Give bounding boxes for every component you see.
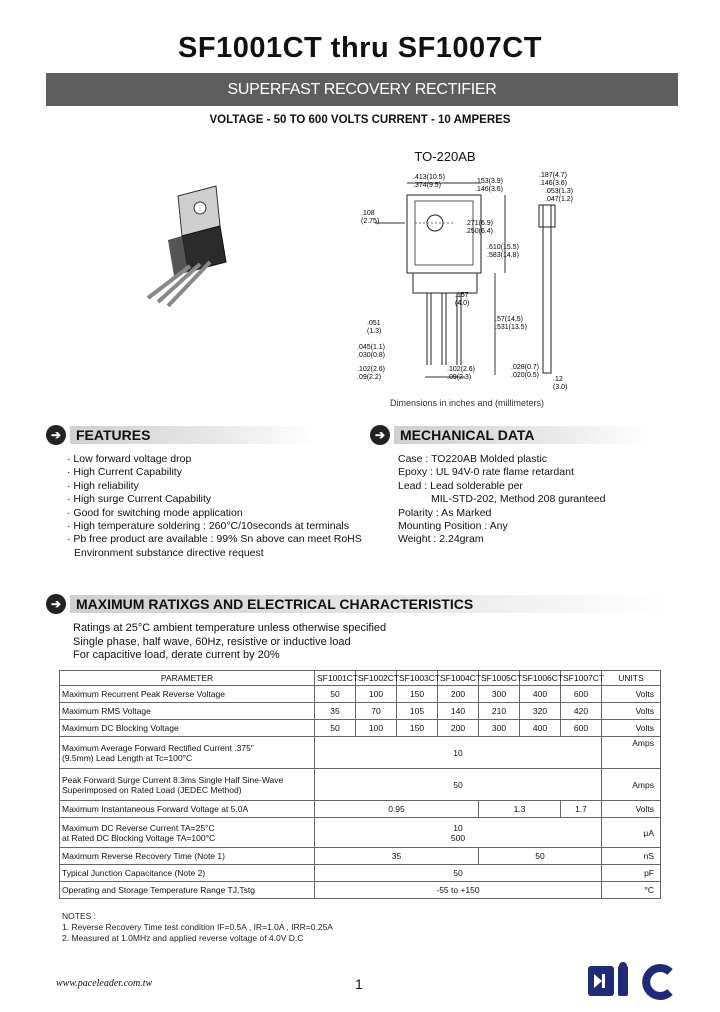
value-cell: 320 <box>520 703 561 720</box>
dim-label: .610(15.5) <box>487 244 519 251</box>
value-cell: 70 <box>356 703 397 720</box>
unit-cell: nS <box>602 848 661 865</box>
dimension-note: Dimensions in inches and (millimeters) <box>390 398 545 408</box>
table-row <box>60 848 661 865</box>
ratings-subtitle: VOLTAGE - 50 TO 600 VOLTS CURRENT - 10 AMPERES <box>209 114 511 126</box>
company-logo <box>586 962 674 1000</box>
electrical-characteristics-table <box>59 670 661 899</box>
value-cell: 50 <box>479 848 602 865</box>
dim-label: .146(3.6) <box>539 180 568 187</box>
dim-label: .271(6.9) <box>465 220 494 227</box>
param-cell: Typical Junction Capacitance (Note 2) <box>60 865 315 882</box>
header-cell: UNITS <box>602 671 661 686</box>
table-row <box>60 882 661 899</box>
unit-cell: Volts <box>602 801 661 818</box>
value-cell: 600 <box>561 720 602 737</box>
value-cell: 105 <box>397 703 438 720</box>
dim-label: .051 <box>367 320 381 327</box>
feature-item: · High reliability <box>67 479 139 492</box>
param-cell: Maximum RMS Voltage <box>60 703 315 720</box>
features-title: FEATURES <box>70 426 316 444</box>
value-cell: 300 <box>479 686 520 703</box>
unit-cell: Amps <box>602 769 661 801</box>
arrow-right-icon: ➔ <box>46 594 66 614</box>
dim-label: .102(2.6) <box>357 366 386 373</box>
table-row <box>60 703 661 720</box>
param-cell: Maximum Reverse Recovery Time (Note 1) <box>60 848 315 865</box>
mechanical-item: MIL-STD-202, Method 208 guranteed <box>431 493 606 506</box>
value-cell: 100 <box>356 686 397 703</box>
component-photo <box>128 178 248 308</box>
dim-label: .413(10.5) <box>413 174 445 181</box>
table-header-row <box>60 671 661 686</box>
dim-label: .146(3.6) <box>475 186 504 193</box>
dim-label: .374(9.5) <box>413 182 442 189</box>
unit-cell: Volts <box>602 703 661 720</box>
value-cell: -55 to +150 <box>315 882 602 899</box>
value-cell: 420 <box>561 703 602 720</box>
ratings-line: Single phase, half wave, 60Hz, resistive or inductive load <box>73 635 351 648</box>
footer-url: www.paceleader.com.tw <box>56 978 153 989</box>
dim-label: .020(0.5) <box>511 372 540 379</box>
ratings-line: For capacitive load, derate current by 20% <box>73 649 280 662</box>
unit-cell: μA <box>602 818 661 848</box>
param-cell: Operating and Storage Temperature Range TJ,Tstg <box>60 882 315 899</box>
param-cell: Maximum Average Forward Rectified Current .375" (9.5mm) Lead Length at Tc=100°C <box>60 737 315 769</box>
feature-item: · Pb free product are available : 99% Sn above can meet RoHS <box>67 533 362 546</box>
table-row <box>60 737 661 769</box>
dim-label: (1.3) <box>367 328 382 335</box>
table-row <box>60 720 661 737</box>
notes <box>62 911 333 944</box>
dim-label: .030(0.8) <box>357 352 386 359</box>
value-cell: 400 <box>520 686 561 703</box>
unit-cell: Volts <box>602 686 661 703</box>
package-label: TO-220AB <box>414 149 476 164</box>
document-title: SF1001CT thru SF1007CT <box>178 32 542 64</box>
value-cell: 150 <box>397 720 438 737</box>
dim-label: .09(2.2) <box>357 374 382 381</box>
header-cell: SF1001CT <box>315 671 356 686</box>
value-cell: 300 <box>479 720 520 737</box>
header-cell: SF1003CT <box>397 671 438 686</box>
mechanical-item: Polarity : As Marked <box>398 506 492 519</box>
ratings-title: MAXIMUM RATIXGS AND ELECTRICAL CHARACTERISTICS <box>70 595 666 613</box>
value-cell: 50 <box>315 720 356 737</box>
ratings-line: Ratings at 25°C ambient temperature unless otherwise specified <box>73 622 387 634</box>
value-cell: 210 <box>479 703 520 720</box>
notes-title: NOTES : <box>62 911 97 921</box>
mechanical-title: MECHANICAL DATA <box>394 426 650 444</box>
dim-label: .531(13.5) <box>495 324 527 331</box>
title-banner: SUPERFAST RECOVERY RECTIFIER <box>46 73 678 106</box>
mechanical-list <box>398 453 606 547</box>
page-number: 1 <box>355 976 363 992</box>
header-cell: SF1002CT <box>356 671 397 686</box>
mechanical-item: Weight : 2.24gram <box>398 533 484 546</box>
value-cell: 50 <box>315 769 602 801</box>
value-cell: 150 <box>397 686 438 703</box>
features-heading <box>46 425 336 445</box>
dim-label: .583(14.8) <box>487 252 519 259</box>
table-row <box>60 865 661 882</box>
feature-item: · Good for switching mode application <box>67 506 243 519</box>
header-cell: SF1005CT <box>479 671 520 686</box>
value-cell: 600 <box>561 686 602 703</box>
dim-label: .12 <box>553 376 563 383</box>
value-cell: 1.7 <box>561 801 602 818</box>
unit-cell: °C <box>602 882 661 899</box>
value-cell: 1.3 <box>479 801 561 818</box>
dim-label: (2.75) <box>361 218 380 225</box>
dim-label: (3.0) <box>553 384 568 391</box>
dim-label: .045(1.1) <box>357 344 386 351</box>
table-row <box>60 769 661 801</box>
mechanical-item: Epoxy : UL 94V-0 rate flame retardant <box>398 466 574 479</box>
feature-item: · High Current Capability <box>67 466 182 479</box>
mechanical-item: Case : TO220AB Molded plastic <box>398 453 548 465</box>
value-cell: 10 500 <box>315 818 602 848</box>
dim-label: .153(3.9) <box>475 178 504 185</box>
dim-label: .157 <box>455 292 469 299</box>
dim-label: .053(1.3) <box>545 188 574 195</box>
unit-cell: Volts <box>602 720 661 737</box>
arrow-right-icon: ➔ <box>370 425 390 445</box>
value-cell: 0.95 <box>315 801 479 818</box>
param-cell: Maximum DC Blocking Voltage <box>60 720 315 737</box>
value-cell: 10 <box>315 737 602 769</box>
value-cell: 200 <box>438 720 479 737</box>
value-cell: 100 <box>356 720 397 737</box>
param-cell: Maximum DC Reverse Current TA=25°C at Rated DC Blocking Voltage TA=100°C <box>60 818 315 848</box>
header-cell: SF1004CT <box>438 671 479 686</box>
dim-label: .102(2.6) <box>447 366 476 373</box>
header-cell: SF1007CT <box>561 671 602 686</box>
ratings-conditions <box>73 622 386 663</box>
dim-label: (4.0) <box>455 300 470 307</box>
param-cell: Maximum Recurrent Peak Reverse Voltage <box>60 686 315 703</box>
mechanical-item: Lead : Lead solderable per <box>398 479 523 492</box>
header-cell: PARAMETER <box>60 671 315 686</box>
value-cell: 35 <box>315 848 479 865</box>
value-cell: 50 <box>315 686 356 703</box>
value-cell: 35 <box>315 703 356 720</box>
table-row <box>60 686 661 703</box>
value-cell: 140 <box>438 703 479 720</box>
dim-label: .108 <box>361 210 375 217</box>
unit-cell: Amps <box>602 737 661 769</box>
value-cell: 200 <box>438 686 479 703</box>
mechanical-heading <box>370 425 670 445</box>
feature-item: · High surge Current Capability <box>67 493 212 506</box>
arrow-right-icon: ➔ <box>46 425 66 445</box>
dim-label: .047(1.2) <box>545 196 574 203</box>
dim-label: .028(0.7) <box>511 364 540 371</box>
header-cell: SF1006CT <box>520 671 561 686</box>
features-list <box>67 453 362 560</box>
unit-cell: pF <box>602 865 661 882</box>
mechanical-item: Mounting Position : Any <box>398 520 508 533</box>
package-dimension-drawing <box>355 165 585 400</box>
feature-item: · High temperature soldering : 260°C/10seconds at terminals <box>67 520 350 533</box>
note-item: 1. Reverse Recovery Time test condition IF=0.5A , IR=1.0A , IRR=0.25A <box>62 922 333 932</box>
dim-label: .57(14.5) <box>495 316 524 323</box>
dim-label: .187(4.7) <box>539 172 568 179</box>
dim-label: .09(2.3) <box>447 374 472 381</box>
dim-label: .250(6.4) <box>465 228 494 235</box>
table-row <box>60 818 661 848</box>
ratings-heading <box>46 594 676 614</box>
table-row <box>60 801 661 818</box>
param-cell: Peak Forward Surge Current 8.3ms Single Half Sine-Wave Superimposed on Rated Load (JEDEC Method) <box>60 769 315 801</box>
feature-item: · Low forward voltage drop <box>67 453 192 465</box>
feature-item: Environment substance directive request <box>74 546 264 559</box>
value-cell: 400 <box>520 720 561 737</box>
note-item: 2. Measured at 1.0MHz and applied reverse voltage of 4.0V D.C <box>62 933 304 943</box>
value-cell: 50 <box>315 865 602 882</box>
param-cell: Maximum Instantaneous Forward Voltage at 5.0A <box>60 801 315 818</box>
